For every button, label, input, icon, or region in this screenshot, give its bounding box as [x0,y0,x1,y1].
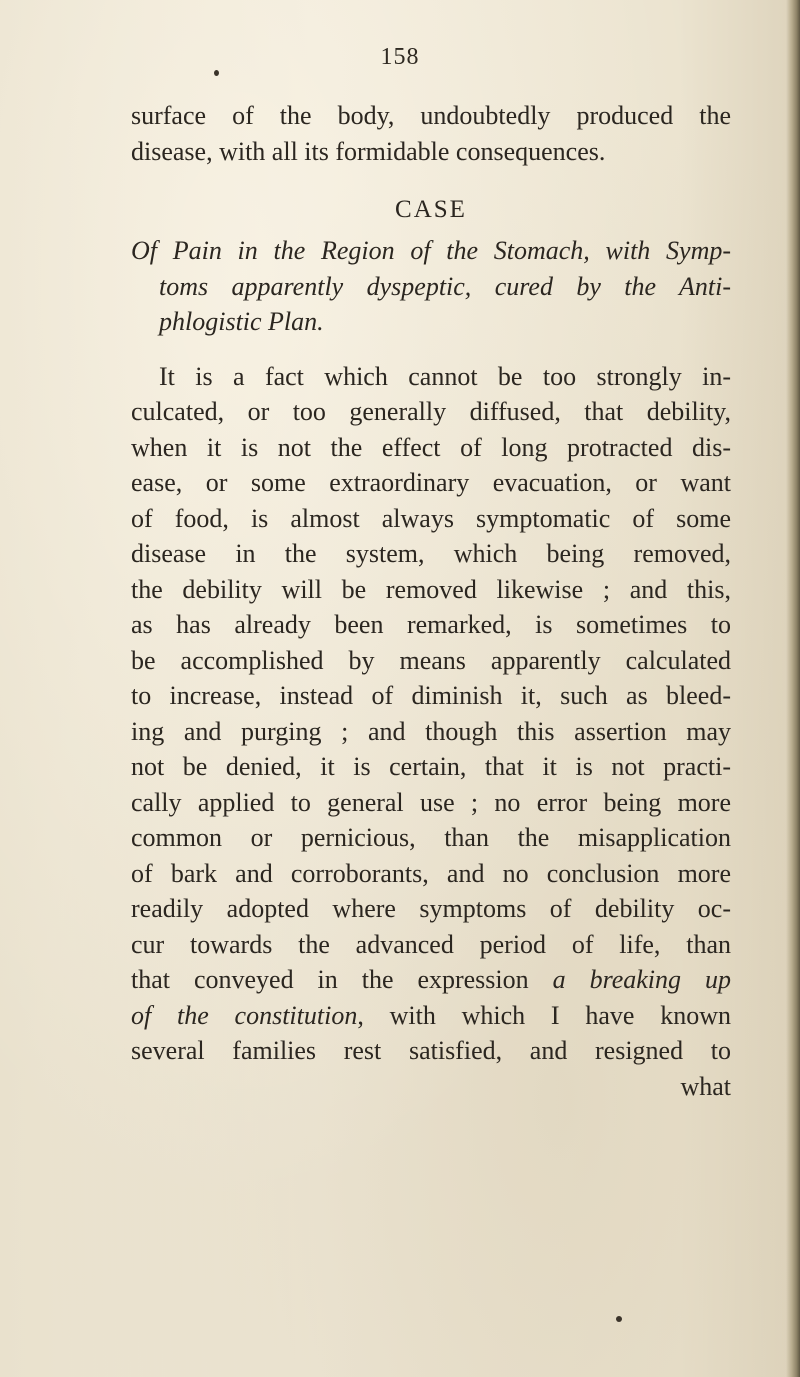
paragraph-line: to increase, instead of diminish it, such as bleed- [131,681,731,710]
italic-phrase: of the constitution [131,1000,358,1030]
paragraph-line: culcated, or too generally diffused, that debility, [131,397,731,426]
case-subtitle-line: phlogistic Plan. [159,307,324,336]
case-heading: CASE [395,196,467,223]
catchword: what [680,1071,731,1101]
paragraph-line: not be denied, it is certain, that it is not practi- [131,752,731,781]
paragraph-line [131,962,731,998]
page-edge-shadow [786,0,800,1377]
page-number: 158 [380,44,420,70]
italic-phrase: a breaking up [552,965,731,994]
page-text [131,98,731,1104]
paragraph-line: several families rest satisfied, and resigned to [131,1036,731,1065]
paragraph-line: It is a fact which cannot be too strongly in- [159,361,731,391]
paragraph-line [131,998,731,1034]
spacer [131,340,731,359]
paragraph-line: the debility will be removed likewise ; and this, [131,574,731,604]
paragraph-line: of bark and corroborants, and no conclusion more [131,858,731,888]
paragraph-line: disease in the system, which being removed, [131,539,731,568]
paragraph-line: of food, is almost always symptomatic of some [131,503,731,533]
paragraph-line: cally applied to general use ; no error being more [131,787,731,817]
line-text: that conveyed in the expression [131,965,553,994]
paragraph-line: as has already been remarked, is sometimes to [131,610,731,639]
ink-spot [616,1316,622,1322]
paragraph-line: readily adopted where symptoms of debility oc- [131,894,731,923]
line-text: , with which I have known [357,1000,732,1030]
paragraph-line: be accomplished by means apparently calculated [131,645,731,675]
case-subtitle-line: Of Pain in the Region of the Stomach, with Symp- [131,236,731,265]
text-line: surface of the body, undoubtedly produced the [131,101,731,130]
ink-spot [214,70,219,76]
paragraph-line: ing and purging ; and though this assertion may [131,716,731,746]
text-line: disease, with all its formidable consequences. [131,136,606,166]
paragraph-line: ease, or some extraordinary evacuation, or want [131,468,731,497]
paragraph-line: cur towards the advanced period of life, than [131,929,731,959]
paragraph-line: when it is not the effect of long protracted dis- [131,432,731,462]
paragraph-line: common or pernicious, than the misapplication [131,823,731,852]
case-subtitle-line: toms apparently dyspeptic, cured by the Anti- [159,271,731,301]
